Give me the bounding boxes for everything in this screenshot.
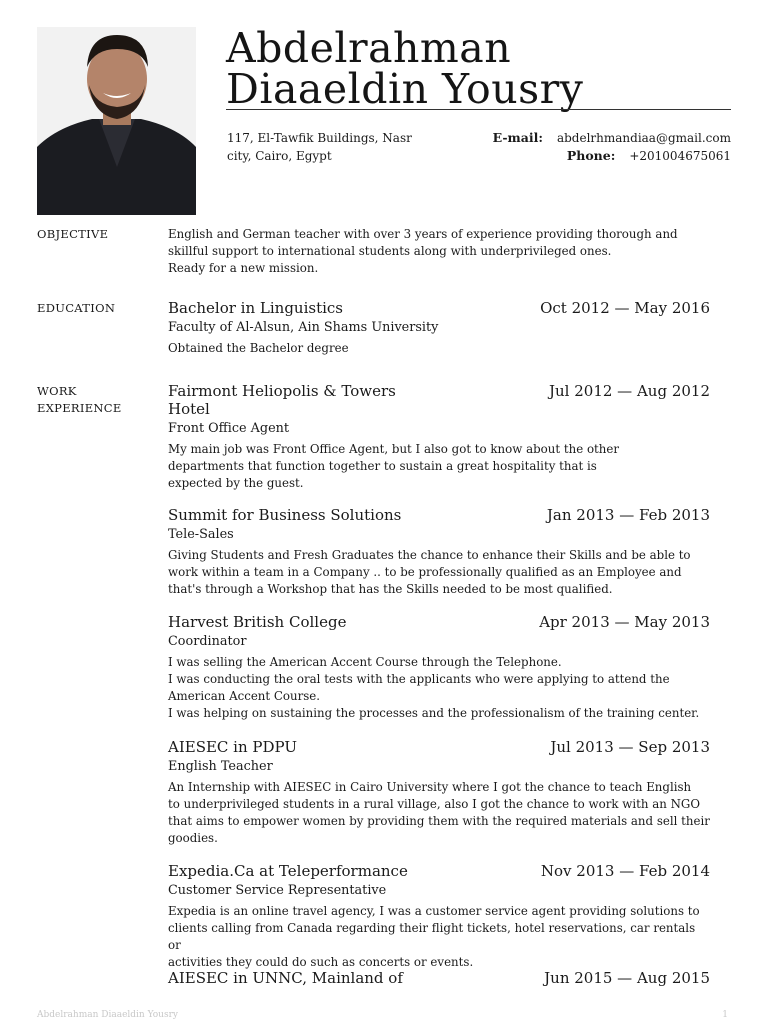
section-label-work	[37, 383, 147, 417]
description-line: expected by the guest.	[168, 476, 304, 490]
job-role: English Teacher	[168, 759, 273, 774]
employer-title: Fairmont Heliopolis & Towers Hotel	[168, 382, 396, 418]
portrait-image	[37, 27, 196, 215]
objective-line: English and German teacher with over 3 years of experience providing thorough and	[168, 227, 678, 241]
work-entry	[168, 969, 710, 987]
candidate-name	[226, 24, 731, 113]
employer-title: Expedia.Ca at Teleperformance	[168, 862, 408, 880]
school-name: Faculty of Al-Alsun, Ain Shams University	[168, 320, 439, 335]
entry-date: Nov 2013 — Feb 2014	[540, 862, 710, 880]
description-line: I was helping on sustaining the processes and the professionalism of the training center.	[168, 706, 700, 720]
work-label-line-1: WORK	[37, 384, 77, 398]
work-label-line-2: EXPERIENCE	[37, 401, 122, 415]
section-label-objective: OBJECTIVE	[37, 227, 109, 241]
email-label: E-mail:	[492, 130, 543, 145]
job-description	[168, 903, 710, 971]
job-role: Tele-Sales	[168, 527, 234, 542]
entry-date: Apr 2013 — May 2013	[539, 613, 710, 631]
email-row	[493, 129, 731, 147]
description-line: An Internship with AIESEC in Cairo University where I got the chance to teach English	[168, 780, 692, 794]
employer-title: AIESEC in UNNC, Mainland of	[168, 969, 403, 987]
description-line: Giving Students and Fresh Graduates the chance to enhance their Skills and be able to	[168, 548, 691, 562]
work-entry	[168, 382, 710, 492]
objective-line: skillful support to international students along with underprivileged ones.	[168, 244, 612, 258]
header-divider	[226, 109, 731, 110]
education-note: Obtained the Bachelor degree	[168, 341, 349, 355]
section-label-education: EDUCATION	[37, 301, 116, 315]
entry-date: Jan 2013 — Feb 2013	[546, 506, 710, 524]
entry-header	[168, 969, 710, 987]
objective-line: Ready for a new mission.	[168, 261, 319, 275]
work-entry	[168, 862, 710, 971]
work-entry	[168, 613, 710, 722]
entry-header	[168, 862, 710, 880]
phone-label: Phone:	[566, 148, 616, 163]
job-description	[168, 547, 710, 598]
contact-info	[493, 129, 731, 165]
employer-title: Summit for Business Solutions	[168, 506, 402, 524]
work-entry	[168, 506, 710, 598]
address-line-1: 117, El-Tawfik Buildings, Nasr	[227, 131, 412, 145]
name-line-1: Abdelrahman	[226, 24, 512, 72]
phone-row	[493, 147, 731, 165]
job-description	[168, 441, 710, 492]
footer-name: Abdelrahman Diaaeldin Yousry	[37, 1010, 178, 1020]
description-line: activities they could do such as concerts or events.	[168, 955, 474, 969]
description-line: My main job was Front Office Agent, but I also got to know about the other	[168, 442, 620, 456]
entry-header	[168, 506, 710, 524]
entry-header	[168, 738, 710, 756]
address-line-2: city, Cairo, Egypt	[227, 149, 332, 163]
description-line: Expedia is an online travel agency, I was a customer service agent providing solutions to	[168, 904, 700, 918]
job-description	[168, 654, 710, 722]
description-line: work within a team in a Company .. to be professionally qualified as an Employee and	[168, 565, 682, 579]
description-line: clients calling from Canada regarding their flight tickets, hotel reservations, car rentals or	[168, 921, 696, 952]
objective-text	[168, 226, 710, 277]
entry-date: Oct 2012 — May 2016	[540, 299, 710, 317]
job-role: Coordinator	[168, 634, 247, 649]
description-line: American Accent Course.	[168, 689, 321, 703]
education-entry	[168, 299, 710, 357]
job-role: Front Office Agent	[168, 421, 290, 436]
email-value[interactable]: abdelrhmandiaa@gmail.com	[556, 131, 731, 145]
work-entry	[168, 738, 710, 847]
employer-title: Harvest British College	[168, 613, 347, 631]
phone-value[interactable]: +201004675061	[629, 149, 731, 163]
address	[227, 129, 437, 165]
description-line: goodies.	[168, 831, 218, 845]
description-line: departments that function together to sustain a great hospitality that is	[168, 459, 597, 473]
description-line: I was selling the American Accent Course through the Telephone.	[168, 655, 562, 669]
profile-photo	[37, 27, 196, 215]
entry-header	[168, 382, 710, 418]
entry-date: Jun 2015 — Aug 2015	[544, 969, 710, 987]
entry-date: Jul 2012 — Aug 2012	[549, 382, 710, 400]
entry-header	[168, 613, 710, 631]
description-line: that aims to empower women by providing them with the required materials and sell their	[168, 814, 710, 828]
job-description	[168, 779, 710, 847]
employer-title: AIESEC in PDPU	[168, 738, 297, 756]
entry-header	[168, 299, 710, 317]
description-line: that's through a Workshop that has the Skills needed to be most qualified.	[168, 582, 613, 596]
page-number: 1	[722, 1010, 728, 1020]
entry-date: Jul 2013 — Sep 2013	[550, 738, 710, 756]
job-role: Customer Service Representative	[168, 883, 387, 898]
degree-title: Bachelor in Linguistics	[168, 299, 343, 317]
description-line: to underprivileged students in a rural village, also I got the chance to work with an NGO	[168, 797, 701, 811]
name-line-2: Diaaeldin Yousry	[226, 65, 584, 113]
description-line: I was conducting the oral tests with the applicants who were applying to attend the	[168, 672, 670, 686]
